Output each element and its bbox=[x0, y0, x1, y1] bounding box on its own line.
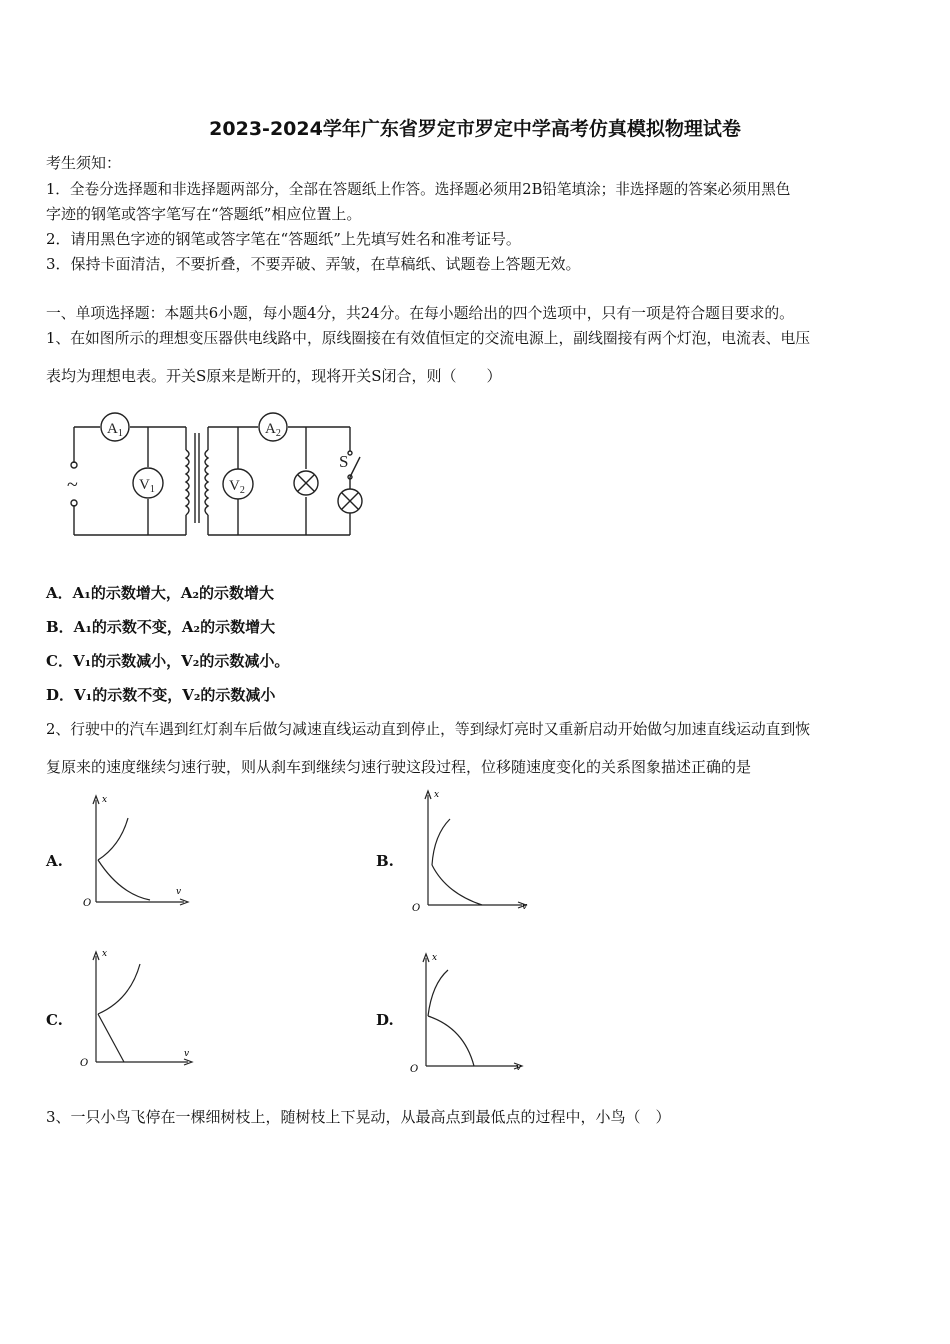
graph-b-x-axis-label: v bbox=[522, 902, 528, 912]
graph-a-label: A. bbox=[46, 852, 63, 870]
switch-label: S bbox=[339, 452, 349, 471]
graph-a-origin-label: O bbox=[83, 898, 92, 909]
notice-line: 1．全卷分选择题和非选择题两部分，全部在答题纸上作答。选择题必须用2B铅笔填涂；非选择题的答案必须用黑色 bbox=[46, 181, 791, 198]
graph-d-rising-curve bbox=[428, 970, 448, 1016]
notice-line: 2．请用黑色字迹的钢笔或答字笔在“答题纸”上先填写姓名和准考证号。 bbox=[46, 230, 521, 248]
graph-b bbox=[410, 785, 540, 915]
graph-c-label: C. bbox=[46, 1011, 63, 1029]
ammeter-a2-label: $A_2$ bbox=[265, 421, 281, 439]
question-1-option-b: B．A₁的示数不变，A₂的示数增大 bbox=[46, 618, 276, 636]
graph-d-y-axis-label: x bbox=[432, 953, 438, 963]
graph-a-x-axis-label: v bbox=[176, 887, 182, 897]
graph-c-rising-curve bbox=[98, 964, 140, 1014]
graph-a-rising-curve bbox=[98, 818, 128, 860]
graph-c bbox=[78, 944, 208, 1074]
graph-a bbox=[80, 790, 200, 920]
question-2-text: 2、行驶中的汽车遇到红灯刹车后做匀减速直线运动直到停止，等到绿灯亮时又重新启动开始做匀加速直线运动直到恢 bbox=[46, 721, 811, 738]
graph-d-origin-label: O bbox=[410, 1064, 419, 1075]
voltmeter-v1-label: $V_1$ bbox=[139, 477, 155, 495]
question-1-option-c: C．V₁的示数减小，V₂的示数减小。 bbox=[46, 652, 290, 670]
graph-c-x-axis-label: v bbox=[184, 1049, 190, 1059]
graph-b-origin-label: O bbox=[412, 903, 421, 914]
question-2-text: 复原来的速度继续匀速行驶，则从刹车到继续匀速行驶这段过程，位移随速度变化的关系图象描述正确的是 bbox=[46, 758, 752, 776]
graph-d-x-axis-label: v bbox=[516, 1063, 522, 1073]
graph-d-falling-curve bbox=[428, 1016, 474, 1066]
switch-contact bbox=[348, 451, 352, 455]
graph-c-y-axis-label: x bbox=[102, 949, 108, 959]
graph-c-origin-label: O bbox=[80, 1058, 89, 1069]
graph-c-falling-curve bbox=[98, 1014, 124, 1062]
voltmeter-v2-label: $V_2$ bbox=[229, 478, 245, 496]
question-3-text: 3、一只小鸟飞停在一棵细树枝上，随树枝上下晃动，从最高点到最低点的过程中，小鸟（ ） bbox=[46, 1108, 671, 1126]
question-1-option-a: A．A₁的示数增大，A₂的示数增大 bbox=[46, 584, 275, 602]
primary-coil bbox=[186, 450, 189, 515]
question-1-text: 1、在如图所示的理想变压器供电线路中，原线圈接在有效值恒定的交流电源上，副线圈接有两个灯泡，电流表、电压 bbox=[46, 330, 811, 347]
ammeter-a1-label: $A_1$ bbox=[107, 421, 123, 439]
section-heading: 一、单项选择题：本题共6小题，每小题4分，共24分。在每小题给出的四个选项中，只有一项是符合题目要求的。 bbox=[46, 305, 794, 322]
transformer-circuit-diagram bbox=[60, 405, 380, 545]
switch-blade bbox=[350, 457, 360, 477]
question-1-option-d: D．V₁的示数不变，V₂的示数减小 bbox=[46, 686, 276, 704]
graph-b-y-axis-label: x bbox=[434, 790, 440, 800]
notice-line: 3．保持卡面清洁，不要折叠，不要弄破、弄皱，在草稿纸、试题卷上答题无效。 bbox=[46, 255, 581, 273]
graph-b-rising-curve bbox=[432, 819, 450, 865]
question-1-text: 表均为理想电表。开关S原来是断开的，现将开关S闭合，则（ ） bbox=[46, 367, 502, 385]
graph-a-falling-curve bbox=[98, 860, 150, 900]
notice-line: 字迹的钢笔或答字笔写在“答题纸”相应位置上。 bbox=[46, 205, 362, 223]
page-title: 2023-2024学年广东省罗定市罗定中学高考仿真模拟物理试卷 bbox=[209, 118, 741, 140]
graph-a-y-axis-label: x bbox=[102, 795, 108, 805]
graph-d-label: D. bbox=[376, 1011, 394, 1029]
graph-b-label: B. bbox=[376, 852, 394, 870]
graph-d bbox=[408, 948, 538, 1078]
notice-heading: 考生须知： bbox=[46, 154, 122, 172]
graph-b-falling-curve bbox=[432, 865, 482, 905]
ac-source-symbol: ~ bbox=[67, 474, 78, 496]
secondary-coil bbox=[205, 450, 208, 515]
